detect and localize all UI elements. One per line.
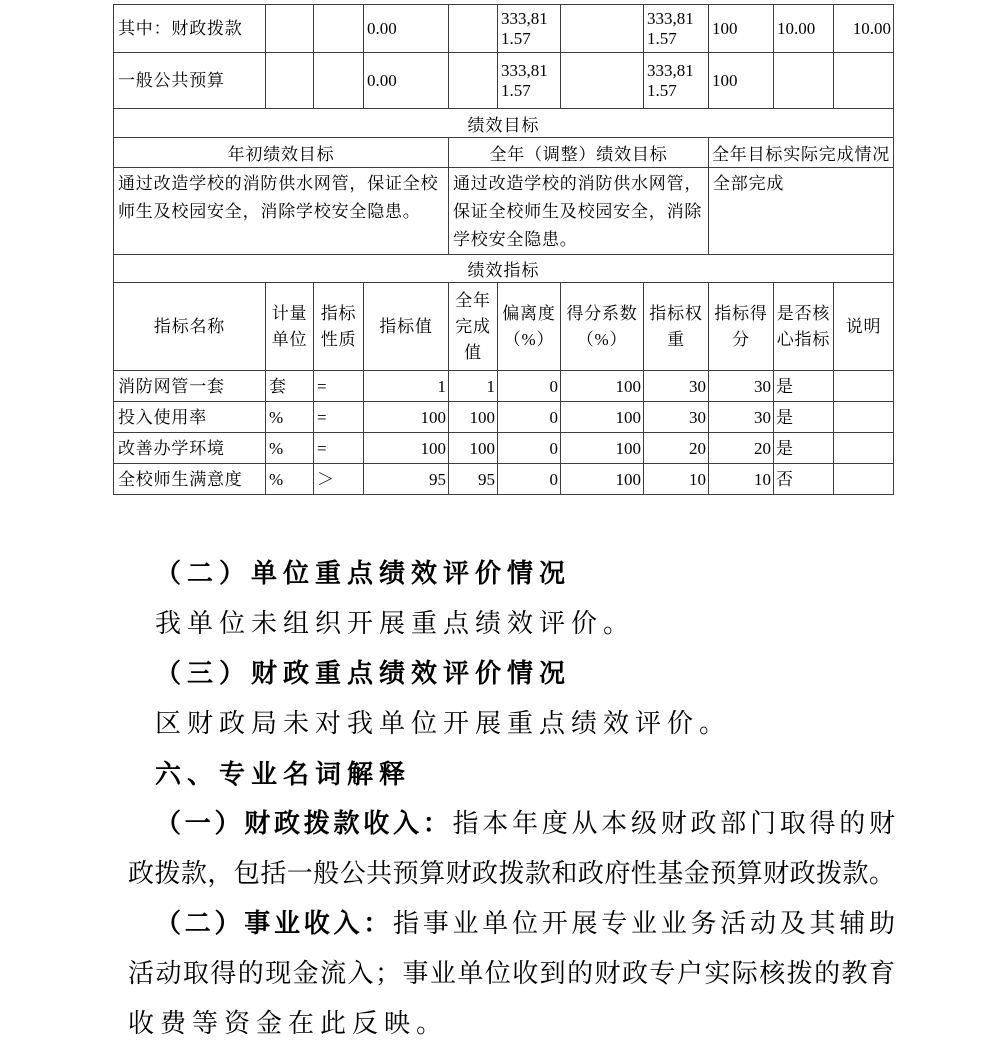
goal-column-header: 年初绩效目标 [114, 138, 449, 168]
term-definition: 指事业单位开展专业业务活动及其辅助 [393, 909, 895, 938]
table-cell: 100 [364, 402, 449, 433]
goal-band-title: 绩效目标 [114, 109, 894, 138]
goal-band-row [114, 109, 894, 138]
table-cell: 30 [709, 371, 774, 402]
table-cell: 30 [644, 371, 709, 402]
section-body-3: 区财政局未对我单位开展重点绩效评价。 [155, 709, 732, 738]
indicator-column-header: 说明 [834, 283, 894, 371]
table-cell [561, 53, 644, 109]
goal-column-header: 全年目标实际完成情况 [709, 138, 894, 168]
term-definition: 指本年度从本级财政部门取得的财 [452, 809, 895, 838]
term-label: （一）财政拨款收入： [155, 809, 453, 838]
table-cell: 1 [449, 371, 498, 402]
table-cell: 100 [561, 433, 644, 464]
table-cell [834, 433, 894, 464]
indicator-column-header: 是否核心指标 [774, 283, 834, 371]
table-cell: 10 [644, 464, 709, 495]
table-cell: 100 [561, 371, 644, 402]
table-cell [314, 53, 364, 109]
body-text [128, 549, 895, 1049]
table-cell: 是 [774, 371, 834, 402]
goal-text-cell: 通过改造学校的消防供水网管，保证全校师生及校园安全，消除学校安全隐患。 [114, 168, 449, 255]
indicator-row [114, 433, 894, 464]
funding-row [114, 53, 894, 109]
term-2-line-2: 活动取得的现金流入；事业单位收到的财政专户实际核拨的教育 [128, 959, 895, 988]
indicator-column-header: 指标值 [364, 283, 449, 371]
table-cell: 100 [561, 464, 644, 495]
indicator-column-header: 指标得分 [709, 283, 774, 371]
table-cell: 投入使用率 [114, 402, 266, 433]
table-cell: 其中：财政拨款 [114, 5, 266, 53]
indicator-header-row [114, 283, 894, 371]
table-cell: 消防网管一套 [114, 371, 266, 402]
table-cell: = [314, 402, 364, 433]
table-cell: 333,811.57 [498, 5, 561, 53]
table-cell [314, 5, 364, 53]
term-label: （二）事业收入： [155, 909, 393, 938]
indicator-column-header: 得分系数（%） [561, 283, 644, 371]
table-cell: 0 [498, 402, 561, 433]
section-heading-3: （三）财政重点绩效评价情况 [155, 659, 572, 688]
indicator-column-header: 偏离度（%） [498, 283, 561, 371]
table-cell: 333,811.57 [644, 53, 709, 109]
table-cell: 改善办学环境 [114, 433, 266, 464]
table-cell: 0.00 [364, 53, 449, 109]
table-cell: = [314, 371, 364, 402]
table-cell: 100 [449, 402, 498, 433]
table-cell [834, 464, 894, 495]
table-cell: 100 [561, 402, 644, 433]
table-cell [834, 371, 894, 402]
indicator-column-header: 全年完成值 [449, 283, 498, 371]
table-cell: 333,811.57 [498, 53, 561, 109]
indicator-column-header: 指标性质 [314, 283, 364, 371]
table-cell: 20 [644, 433, 709, 464]
indicator-row [114, 402, 894, 433]
term-1-line-1 [128, 799, 895, 849]
table-cell [449, 5, 498, 53]
table-cell: 100 [709, 5, 774, 53]
table-cell: 333,811.57 [644, 5, 709, 53]
indicator-row [114, 464, 894, 495]
indicator-column-header: 指标权重 [644, 283, 709, 371]
table-cell: 10.00 [774, 5, 834, 53]
goal-header-row [114, 138, 894, 168]
goal-text-row [114, 168, 894, 255]
table-cell: = [314, 433, 364, 464]
table-cell: 全校师生满意度 [114, 464, 266, 495]
table-cell: 100 [364, 433, 449, 464]
indicator-column-header: 指标名称 [114, 283, 266, 371]
term-2-line-1 [128, 899, 895, 949]
chapter-heading-6: 六、专业名词解释 [155, 759, 412, 789]
table-cell: 0 [498, 433, 561, 464]
table-cell: 否 [774, 464, 834, 495]
table-cell: 30 [709, 402, 774, 433]
table-cell [266, 5, 314, 53]
indicator-column-header: 计量单位 [266, 283, 314, 371]
table-cell: 套 [266, 371, 314, 402]
performance-table [113, 4, 894, 495]
table-cell: 95 [364, 464, 449, 495]
table-cell: 10 [709, 464, 774, 495]
table-cell [266, 53, 314, 109]
table-cell: 一般公共预算 [114, 53, 266, 109]
table-cell: 0 [498, 371, 561, 402]
indicator-band-title: 绩效指标 [114, 255, 894, 283]
table-cell: % [266, 464, 314, 495]
funding-row [114, 5, 894, 53]
indicator-row [114, 371, 894, 402]
section-body-2: 我单位未组织开展重点绩效评价。 [155, 609, 636, 638]
table-cell [834, 402, 894, 433]
table-cell: % [266, 402, 314, 433]
table-cell: 100 [449, 433, 498, 464]
table-cell: 10.00 [834, 5, 894, 53]
section-heading-2: （二）单位重点绩效评价情况 [155, 559, 572, 588]
goal-column-header: 全年（调整）绩效目标 [449, 138, 709, 168]
table-cell: 100 [709, 53, 774, 109]
table-cell: 0.00 [364, 5, 449, 53]
table-cell: 1 [364, 371, 449, 402]
table-cell: 是 [774, 402, 834, 433]
table-cell [449, 53, 498, 109]
goal-text-cell: 全部完成 [709, 168, 894, 255]
indicator-band-row [114, 255, 894, 283]
term-1-line-2: 政拨款，包括一般公共预算财政拨款和政府性基金预算财政拨款。 [128, 859, 895, 888]
table-cell: 20 [709, 433, 774, 464]
table-cell [561, 5, 644, 53]
table-cell: 30 [644, 402, 709, 433]
table-cell [774, 53, 834, 109]
goal-text-cell: 通过改造学校的消防供水网管，保证全校师生及校园安全，消除学校安全隐患。 [449, 168, 709, 255]
table-cell: 0 [498, 464, 561, 495]
table-cell: % [266, 433, 314, 464]
table-cell: ＞ [314, 464, 364, 495]
table-cell: 95 [449, 464, 498, 495]
term-2-line-3: 收费等资金在此反映。 [128, 1009, 449, 1038]
table-cell [834, 53, 894, 109]
table-cell: 是 [774, 433, 834, 464]
